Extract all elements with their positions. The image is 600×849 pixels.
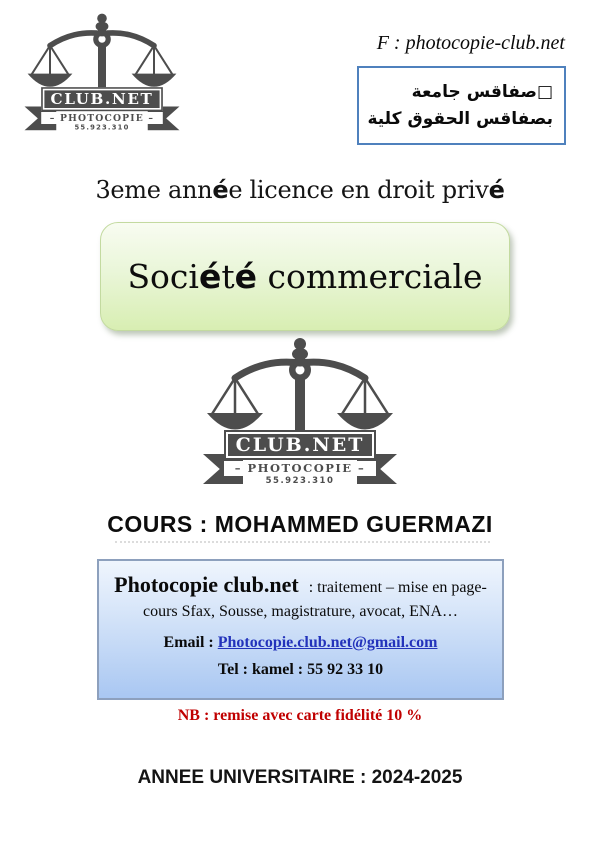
faint-underline-artifact xyxy=(115,541,490,543)
photocopie-club-logo-top xyxy=(22,12,182,138)
university-box xyxy=(357,66,566,145)
degree-title-accent: é xyxy=(488,176,505,204)
logo-title: CLUB.NET xyxy=(224,430,376,460)
services-line-1 xyxy=(99,572,502,598)
email-link[interactable]: Photocopie.club.net@gmail.com xyxy=(217,634,438,651)
logo-phone-number: 55.923.310 xyxy=(74,124,130,132)
logo-phone-number: 55.923.310 xyxy=(265,476,335,486)
scales-of-justice-icon xyxy=(22,12,182,92)
phone-line: Tel : kamel : 55 92 33 10 xyxy=(217,661,384,678)
subject-accent: é xyxy=(198,257,222,296)
subject-accent: é xyxy=(234,257,258,296)
brand-name: Photocopie club.net xyxy=(114,572,299,597)
contact-info-box xyxy=(97,559,504,700)
email-line xyxy=(99,634,502,652)
scales-of-justice-icon xyxy=(200,336,400,436)
degree-title-part: 3eme ann xyxy=(95,176,213,204)
course-instructor-line: COURS : MOHAMMED GUERMAZI xyxy=(107,511,493,537)
logo-banner xyxy=(22,87,182,138)
degree-title xyxy=(0,176,600,204)
academic-year: ANNEE UNIVERSITAIRE : 2024-2025 xyxy=(137,767,463,788)
subject-title xyxy=(127,257,482,296)
discount-note: NB : remise avec carte fidélité 10 % xyxy=(177,707,423,724)
logo-title: CLUB.NET xyxy=(41,87,163,111)
subject-part: t xyxy=(221,257,235,296)
degree-title-part: e licence en droit priv xyxy=(228,176,489,204)
faculty-name: كلية الحقوق بصفاقس xyxy=(367,108,553,129)
services-text: : traitement – mise en page- xyxy=(308,579,487,596)
subject-part: Soci xyxy=(127,257,199,296)
university-name: جامعة صفاقس□ xyxy=(411,81,553,102)
degree-title-accent: é xyxy=(212,176,229,204)
subject-box xyxy=(100,222,510,331)
logo-subtitle: – PHOTOCOPIE – xyxy=(224,461,376,476)
logo-banner xyxy=(200,430,400,494)
subject-part: commerciale xyxy=(257,257,483,296)
logo-subtitle: – PHOTOCOPIE – xyxy=(41,112,163,124)
services-line-2: cours Sfax, Sousse, magistrature, avocat, ENA… xyxy=(142,603,459,620)
facebook-page-line: F : photocopie-club.net xyxy=(376,32,565,54)
email-label: Email : xyxy=(163,634,214,651)
photocopie-club-logo-center xyxy=(200,336,400,494)
